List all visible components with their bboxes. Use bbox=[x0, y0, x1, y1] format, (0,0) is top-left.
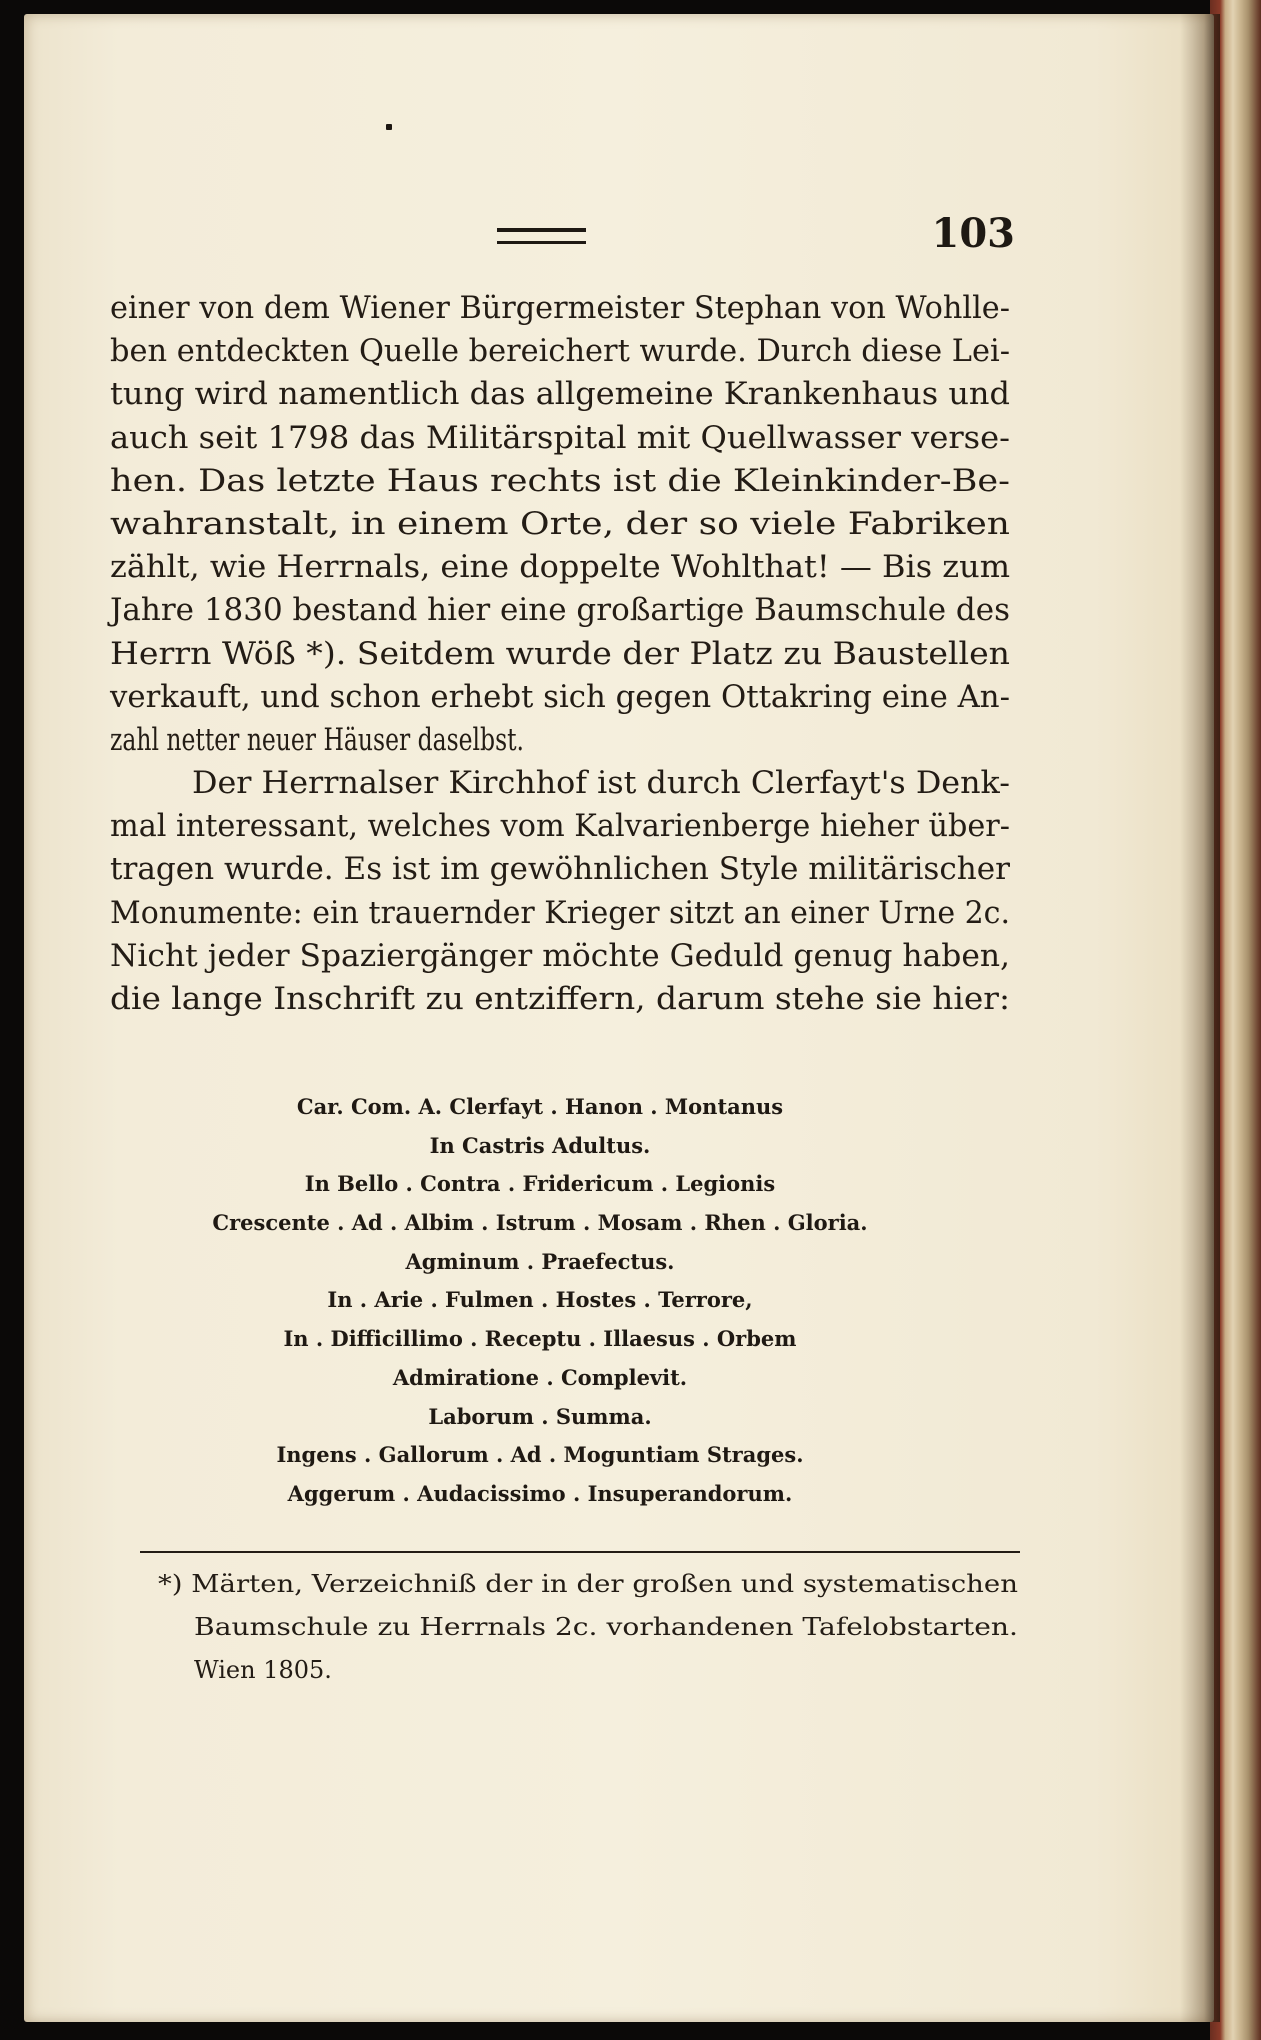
inscription-line: In . Difficillimo . Receptu . Illaesus . Orbem bbox=[283, 1326, 797, 1352]
latin-inscription bbox=[160, 1088, 920, 1514]
text-line: Herrn Wöß *). Seitdem wurde der Platz zu Baustellen bbox=[110, 635, 1010, 672]
text-line: tragen wurde. Es ist im gewöhnlichen Style militärischer bbox=[110, 851, 1011, 888]
inscription-line: Aggerum . Audacissimo . Insuperandorum. bbox=[287, 1480, 793, 1506]
footnote-rule bbox=[140, 1551, 1020, 1553]
text-line: verkauft, und schon erhebt sich gegen Ottakring eine An- bbox=[110, 678, 1010, 715]
inscription-line: Agminum . Praefectus. bbox=[405, 1248, 675, 1274]
page-number: 103 bbox=[931, 210, 1015, 257]
paragraph-start-line: Der Herrnalser Kirchhof ist durch Clerfayt's Denk- bbox=[192, 765, 1011, 802]
text-line: hen. Das letzte Haus rechts ist die Kleinkinder-Be- bbox=[110, 462, 1010, 499]
inscription-line: Crescente . Ad . Albim . Istrum . Mosam . Rhen . Gloria. bbox=[212, 1210, 868, 1236]
ink-speck bbox=[386, 124, 392, 130]
text-line: zahl netter neuer Häuser daselbst. bbox=[110, 721, 524, 758]
text-line: Nicht jeder Spaziergänger möchte Geduld genug haben, bbox=[110, 937, 1010, 974]
inscription-line: Admiratione . Complevit. bbox=[392, 1364, 688, 1390]
text-line: zählt, wie Herrnals, eine doppelte Wohlthat! — Bis zum bbox=[110, 549, 1010, 586]
text-line: wahranstalt, in einem Orte, der so viele Fabriken bbox=[110, 505, 1010, 542]
inscription-line: In Bello . Contra . Fridericum . Legionis bbox=[304, 1171, 776, 1197]
text-line: tung wird namentlich das allgemeine Krankenhaus und bbox=[110, 376, 1011, 413]
inscription-line: In Castris Adultus. bbox=[429, 1132, 651, 1158]
footnote-line: Baumschule zu Herrnals 2c. vorhandenen Tafelobstarten. bbox=[194, 1613, 1018, 1641]
page-gutter-shadow bbox=[1180, 14, 1220, 2022]
text-line: einer von dem Wiener Bürgermeister Stephan von Wohlle- bbox=[110, 290, 1010, 326]
footnote-line: Wien 1805. bbox=[194, 1656, 332, 1684]
text-line: auch seit 1798 das Militärspital mit Quellwasser verse- bbox=[110, 419, 1010, 456]
footnote bbox=[158, 1563, 1018, 1692]
inscription-line: In . Arie . Fulmen . Hostes . Terrore, bbox=[327, 1287, 753, 1313]
body-text bbox=[110, 287, 1010, 1021]
inscription-line: Laborum . Summa. bbox=[428, 1403, 652, 1429]
inscription-line: Car. Com. A. Clerfayt . Hanon . Montanus bbox=[296, 1094, 784, 1119]
text-line: Monumente: ein trauernder Krieger sitzt an einer Urne 2c. bbox=[110, 894, 1010, 931]
text-line: ben entdeckten Quelle bereichert wurde. Durch diese Lei- bbox=[110, 333, 1010, 370]
footnote-line: *) Märten, Verzeichniß der in der großen und systematischen bbox=[158, 1570, 1018, 1598]
text-line: die lange Inschrift zu entziffern, darum stehe sie hier: bbox=[110, 981, 1010, 1017]
inscription-line: Ingens . Gallorum . Ad . Moguntiam Strages. bbox=[276, 1442, 804, 1468]
text-line: Jahre 1830 bestand hier eine großartige Baumschule des bbox=[110, 592, 1010, 629]
header-rule bbox=[497, 228, 586, 244]
text-line: mal interessant, welches vom Kalvarienberge hieher über- bbox=[110, 808, 1010, 845]
